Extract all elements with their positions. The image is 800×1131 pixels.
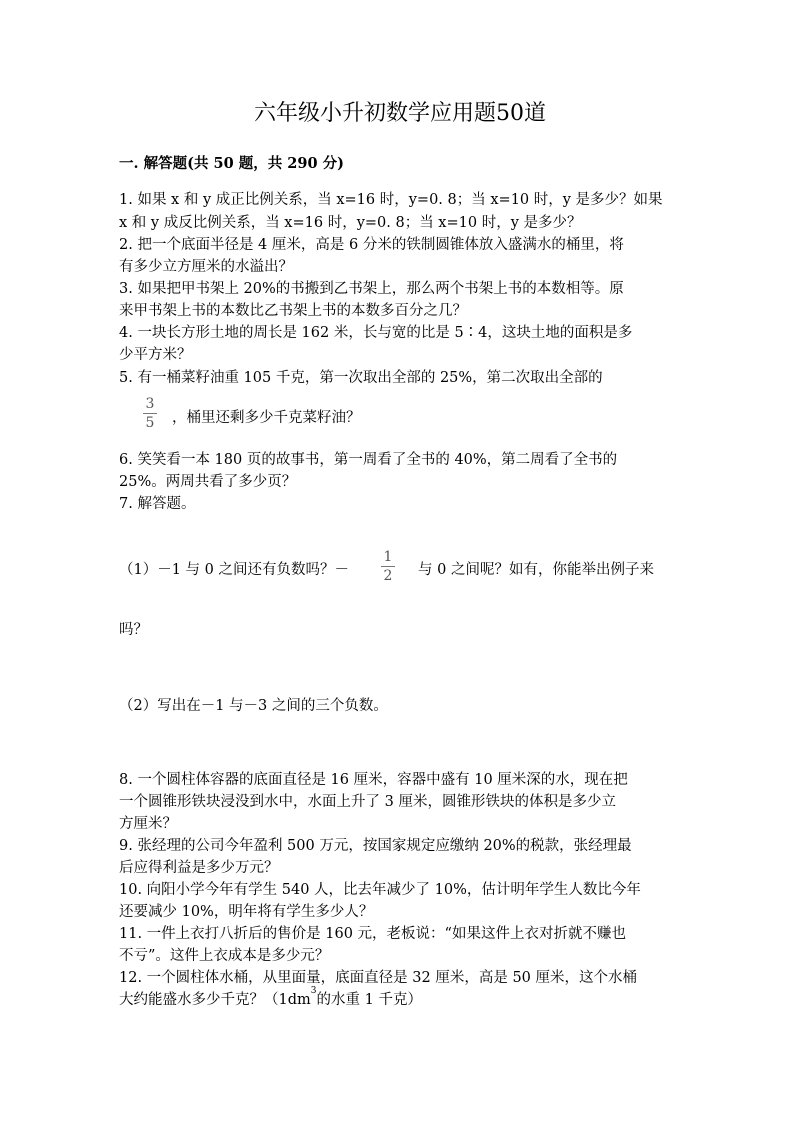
question-6-line-2: 25%。两周共看了多少页？ <box>119 474 297 490</box>
fraction-denominator: 5 <box>145 415 155 431</box>
fraction-numerator: 3 <box>145 396 155 412</box>
question-1-line-2: x 和 y 成反比例关系，当 x=16 时，y=0. 8；当 x=10 时，y 是多少？ <box>119 215 582 231</box>
question-10-line-1: 10. 向阳小学今年有学生 540 人，比去年减少了 10%，估计明年学生人数比今年 <box>119 882 641 898</box>
question-11-line-2: 不亏”。这件上衣成本是多少元？ <box>119 948 330 964</box>
question-8-line-3: 方厘米？ <box>119 816 177 832</box>
fraction-three-fifths <box>143 396 157 431</box>
question-4-line-2: 少平方米？ <box>119 347 192 363</box>
fraction-bar <box>143 413 157 414</box>
fraction-one-half <box>381 549 395 584</box>
fraction-denominator: 2 <box>383 568 393 584</box>
question-3-line-2: 来甲书架上书的本数比乙书架上书的本数多百分之几？ <box>119 303 467 319</box>
question-4-line-1: 4. 一块长方形土地的周长是 162 米，长与宽的比是 5∶4，这块土地的面积是多 <box>119 325 633 341</box>
question-2-line-1: 2. 把一个底面半径是 4 厘米，高是 6 分米的铁制圆锥体放入盛满水的桶里，将 <box>119 237 624 253</box>
question-5-line-1: 5. 有一桶菜籽油重 105 千克，第一次取出全部的 25%，第二次取出全部的 <box>119 370 603 386</box>
question-7-part-1-c: 吗？ <box>119 622 148 638</box>
question-11-line-1: 11. 一件上衣打八折后的售价是 160 元，老板说：“如果这件上衣对折就不赚也 <box>119 926 626 942</box>
question-1-line-1: 1. 如果 x 和 y 成正比例关系，当 x=16 时，y=0. 8；当 x=10 时，y 是多少？如果 <box>119 192 663 208</box>
question-8-line-2: 一个圆锥形铁块浸没到水中，水面上升了 3 厘米，圆锥形铁块的体积是多少立 <box>119 794 616 810</box>
section-heading: 一. 解答题(共 50 题，共 290 分) <box>119 155 344 172</box>
question-5-tail: ，桶里还剩多少千克菜籽油？ <box>172 410 361 426</box>
fraction-bar <box>381 566 395 567</box>
fraction-numerator: 1 <box>383 549 393 565</box>
question-9-line-2: 后应得利益是多少万元？ <box>119 860 279 876</box>
question-7-part-2: （2）写出在－1 与－3 之间的三个负数。 <box>119 698 388 714</box>
question-8-line-1: 8. 一个圆柱体容器的底面直径是 16 厘米，容器中盛有 10 厘米深的水，现在把 <box>119 772 628 788</box>
question-12-line-1: 12. 一个圆柱体水桶，从里面量，底面直径是 32 厘米，高是 50 厘米，这个水桶 <box>119 970 638 986</box>
question-2-line-2: 有多少立方厘米的水溢出？ <box>119 259 293 275</box>
question-7-part-1-b: 与 0 之间呢？如有，你能举出例子来 <box>418 562 654 578</box>
question-7-heading: 7. 解答题。 <box>119 496 196 512</box>
question-12-line-2-b: 的水重 1 千克） <box>316 992 422 1008</box>
superscript-cubed: 3 <box>310 986 317 996</box>
question-3-line-1: 3. 如果把甲书架上 20%的书搬到乙书架上，那么两个书架上书的本数相等。原 <box>119 281 624 297</box>
question-7-part-1-a: （1）－1 与 0 之间还有负数吗？－ <box>119 562 350 578</box>
question-12-line-2 <box>119 988 422 1009</box>
page-title: 六年级小升初数学应用题50道 <box>254 101 546 126</box>
question-12-line-2-a: 大约能盛水多少千克？（1dm <box>119 992 311 1008</box>
question-6-line-1: 6. 笑笑看一本 180 页的故事书，第一周看了全书的 40%，第二周看了全书的 <box>119 452 618 468</box>
question-9-line-1: 9. 张经理的公司今年盈利 500 万元，按国家规定应缴纳 20%的税款，张经理最 <box>119 838 632 854</box>
question-10-line-2: 还要减少 10%，明年将有学生多少人？ <box>119 904 374 920</box>
